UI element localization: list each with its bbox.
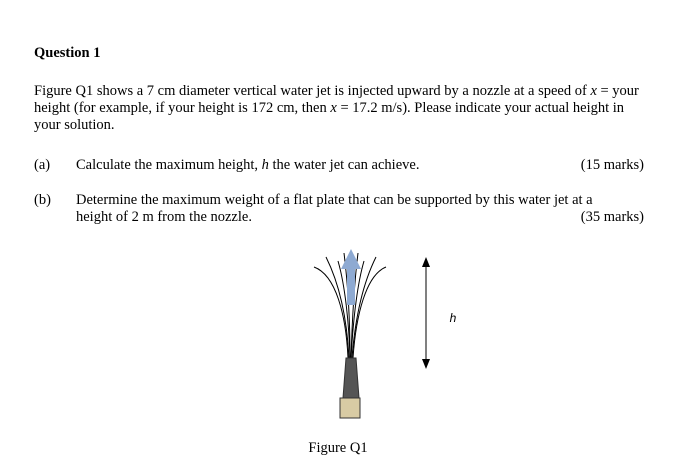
- part-a-text-before: Calculate the maximum height,: [76, 157, 262, 173]
- height-label: h: [449, 311, 457, 325]
- part-a-label: (a): [34, 157, 51, 173]
- figure-caption: Figure Q1: [308, 440, 368, 456]
- part-b-text: Determine the maximum weight of a flat plate that can be supported by this water jet at a height of 2 m from the nozzle.: [76, 192, 593, 225]
- flow-arrow: [341, 249, 361, 305]
- part-a: [34, 157, 644, 177]
- question-intro: [34, 83, 644, 134]
- intro-text-1: Figure Q1 shows a 7 cm diameter vertical water jet is injected upward by a nozzle at a speed of: [34, 83, 591, 99]
- nozzle-base: [340, 398, 360, 418]
- part-b-marks: (35 marks): [580, 209, 644, 225]
- part-a-var-h: h: [261, 157, 269, 173]
- nozzle: [343, 358, 359, 398]
- part-a-text-after: the water jet can achieve.: [268, 157, 420, 173]
- intro-text-3: = 17.2 m/s). Please indicate your actual height in your solution.: [34, 100, 625, 133]
- spray-line: [326, 257, 349, 358]
- water-jet-figure: [300, 245, 470, 425]
- height-dimension-arrow: [422, 257, 430, 369]
- part-b-label: (b): [34, 192, 51, 208]
- part-a-marks: (15 marks): [580, 157, 644, 173]
- intro-var-x-2: x: [330, 100, 337, 116]
- intro-var-x-1: x: [590, 83, 597, 99]
- part-a-text: [76, 157, 596, 174]
- flow-arrow-shaft: [347, 267, 355, 305]
- question-title: Question 1: [34, 45, 101, 61]
- flow-arrow-head: [341, 249, 361, 269]
- part-b: [34, 192, 644, 232]
- intro-text-2: = your height (for example, if your height is 172 cm, then: [34, 83, 639, 116]
